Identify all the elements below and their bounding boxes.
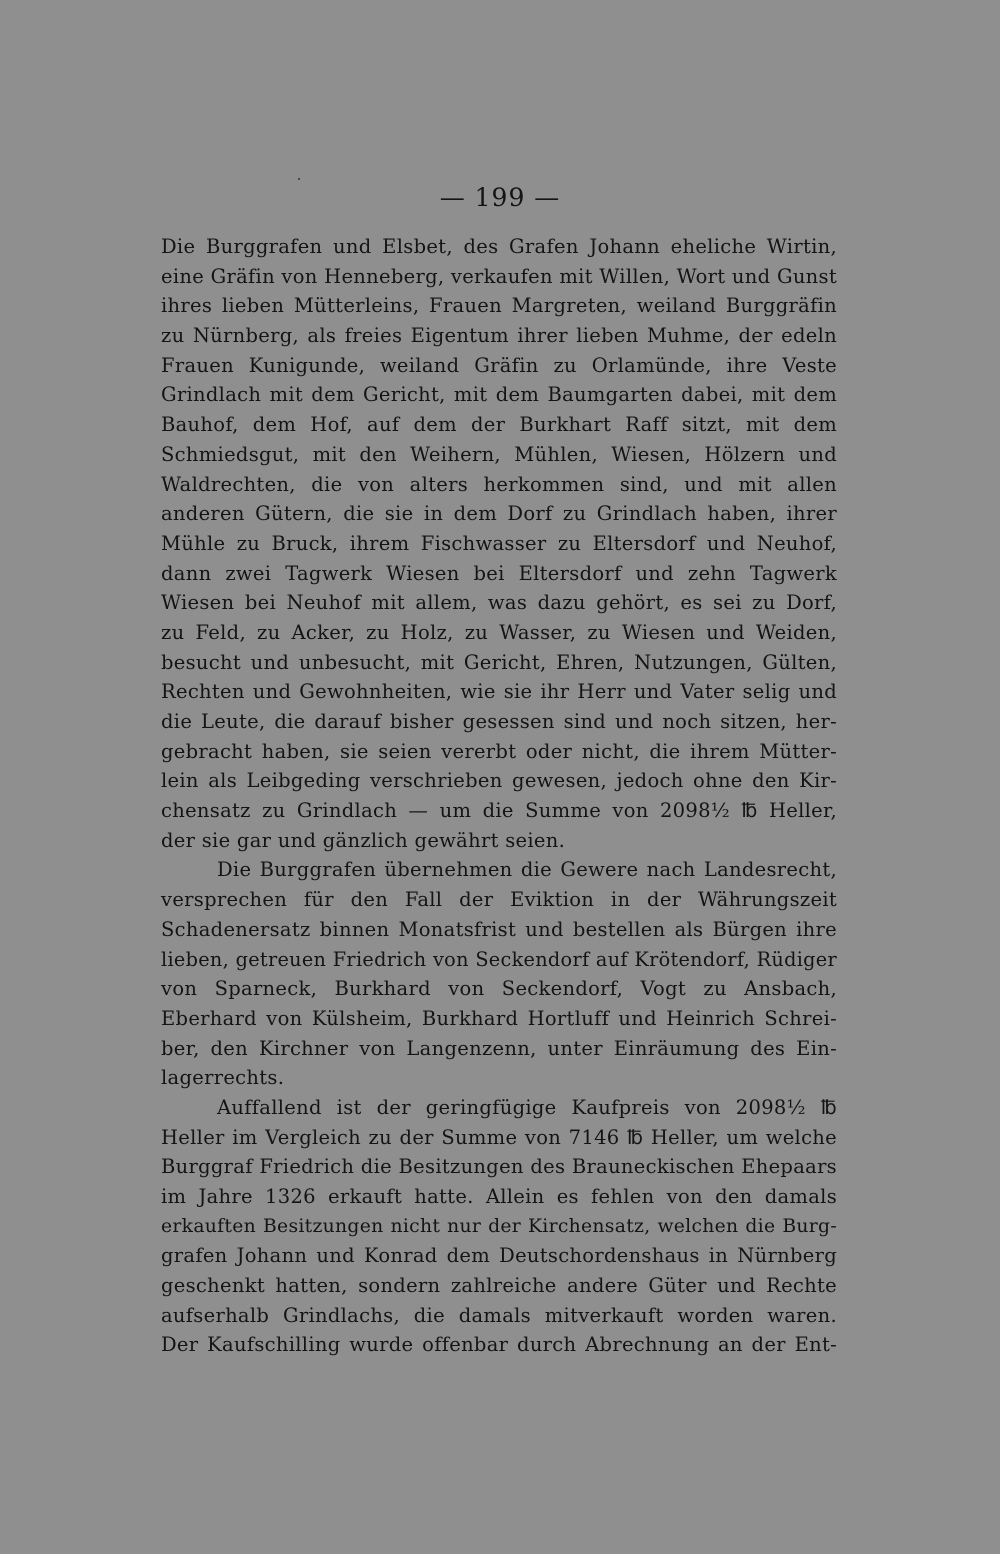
text-line: Bauhof, dem Hof, auf dem der Burkhart Raff sitzt, mit dem (161, 413, 837, 437)
text-line: eine Gräfin von Henneberg, verkaufen mit Willen, Wort und Gunst (161, 264, 837, 288)
body-text (161, 232, 837, 1360)
text-line: Waldrechten, die von alters herkommen sind, und mit allen (161, 472, 837, 496)
text-line: versprechen für den Fall der Eviktion in der Währungszeit (161, 888, 837, 912)
text-line: aufserhalb Grindlachs, die damals mitverkauft worden waren. (161, 1303, 837, 1327)
text-line: Der Kaufschilling wurde offenbar durch Abrechnung an der Ent- (161, 1333, 837, 1357)
text-line: Schadenersatz binnen Monatsfrist und bestellen als Bürgen ihre (161, 917, 837, 941)
text-line: dann zwei Tagwerk Wiesen bei Eltersdorf und zehn Tagwerk (161, 561, 837, 585)
text-line: im Jahre 1326 erkauft hatte. Allein es fehlen von den damals (161, 1185, 837, 1208)
text-line: von Sparneck, Burkhard von Seckendorf, Vogt zu Ansbach, (161, 977, 837, 1001)
text-line: lein als Leibgeding verschrieben gewesen, jedoch ohne den Kir- (161, 769, 837, 793)
text-line: gebracht haben, sie seien vererbt oder nicht, die ihrem Mütter- (161, 739, 837, 763)
text-line: Grindlach mit dem Gericht, mit dem Baumgarten dabei, mit dem (161, 383, 837, 407)
text-line: ihres lieben Mütterleins, Frauen Margreten, weiland Burggräfin (161, 294, 837, 318)
text-line: Mühle zu Bruck, ihrem Fischwasser zu Eltersdorf und Neuhof, (161, 531, 837, 555)
text-line: Schmiedsgut, mit den Weihern, Mühlen, Wiesen, Hölzern und (161, 442, 837, 466)
text-line: besucht und unbesucht, mit Gericht, Ehren, Nutzungen, Gülten, (161, 650, 837, 674)
text-line: grafen Johann und Konrad dem Deutschordenshaus in Nürnberg (161, 1244, 837, 1268)
text-line: chensatz zu Grindlach — um die Summe von 2098½ ℔ Heller, (161, 799, 837, 823)
text-line: Auffallend ist der geringfügige Kaufpreis von 2098½ ℔ (217, 1095, 837, 1119)
text-line: zu Nürnberg, als freies Eigentum ihrer lieben Muhme, der edeln (161, 324, 837, 348)
paragraph (161, 232, 837, 855)
text-line: Rechten und Gewohnheiten, wie sie ihr Herr und Vater selig und (161, 680, 837, 704)
text-line: Wiesen bei Neuhof mit allem, was dazu gehört, es sei zu Dorf, (161, 591, 837, 615)
text-line: lieben, getreuen Friedrich von Seckendorf auf Krötendorf, Rüdiger (161, 947, 837, 971)
page-number: — 199 — (439, 183, 561, 212)
text-line: anderen Gütern, die sie in dem Dorf zu Grindlach haben, ihrer (161, 502, 837, 526)
text-line: der sie gar und gänzlich gewährt seien. (161, 828, 566, 852)
text-line: Frauen Kunigunde, weiland Gräfin zu Orlamünde, ihre Veste (161, 353, 837, 377)
paragraph (161, 855, 837, 1093)
text-line: Die Burggrafen übernehmen die Gewere nach Landesrecht, (217, 858, 837, 882)
text-line: Eberhard von Külsheim, Burkhard Hortluff und Heinrich Schrei- (161, 1006, 837, 1030)
text-line: die Leute, die darauf bisher gesessen sind und noch sitzen, her- (161, 710, 837, 733)
text-line: Die Burggrafen und Elsbet, des Grafen Johann eheliche Wirtin, (161, 235, 837, 258)
paragraph (161, 1093, 837, 1360)
text-line: zu Feld, zu Acker, zu Holz, zu Wasser, zu Wiesen und Weiden, (161, 620, 837, 644)
text-line: geschenkt hatten, sondern zahlreiche andere Güter und Rechte (161, 1274, 837, 1298)
text-line: erkauften Besitzungen nicht nur der Kirchensatz, welchen die Burg- (161, 1215, 837, 1237)
text-line: lagerrechts. (161, 1066, 285, 1090)
text-line: ber, den Kirchner von Langenzenn, unter Einräumung des Ein- (161, 1036, 837, 1060)
text-line: Heller im Vergleich zu der Summe von 7146 ℔ Heller, um welche (161, 1125, 837, 1149)
text-line: Burggraf Friedrich die Besitzungen des Brauneckischen Ehepaars (161, 1155, 837, 1179)
